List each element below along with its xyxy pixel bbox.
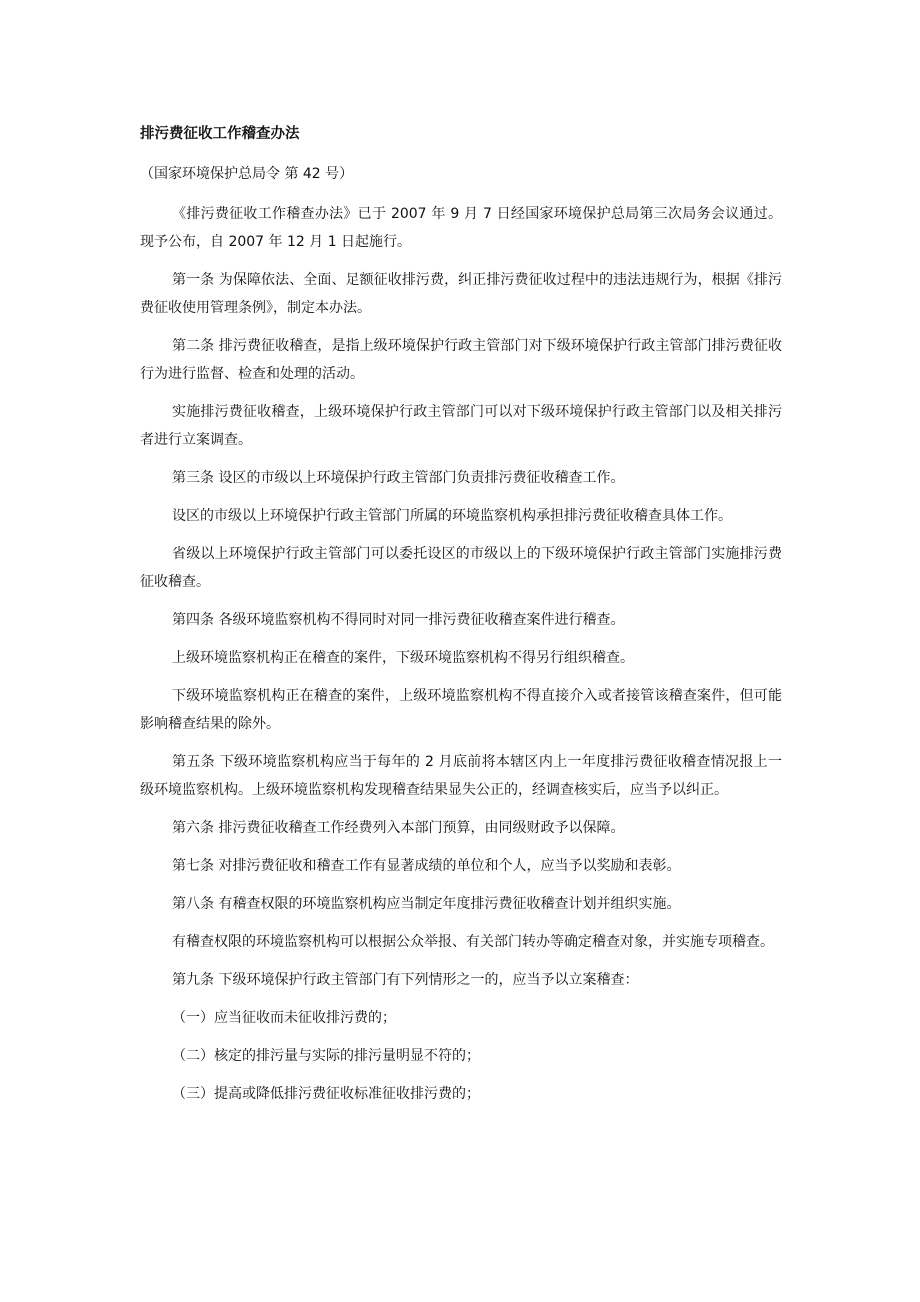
paragraph-article-7: 第七条 对排污费征收和稽查工作有显著成绩的单位和个人，应当予以奖励和表彰。 <box>172 858 681 874</box>
paragraph-article-1: 第一条 为保障依法、全面、足额征收排污费，纠正排污费征收过程中的违法违规行为，根据《排污费征收使用管理条例》，制定本办法。 <box>140 272 782 316</box>
paragraph-article-3-cont-1: 设区的市级以上环境保护行政主管部门所属的环境监察机构承担排污费征收稽查具体工作。 <box>172 508 732 524</box>
paragraph-article-2-cont: 实施排污费征收稽查，上级环境保护行政主管部门可以对下级环境保护行政主管部门以及相关排污者进行立案调查。 <box>140 404 782 448</box>
document-page <box>140 120 782 1118</box>
document-subtitle: （国家环境保护总局令 第 42 号） <box>140 166 354 182</box>
paragraph-preamble: 《排污费征收工作稽查办法》已于 2007 年 9 月 7 日经国家环境保护总局第三次局务会议通过。现予公布，自 2007 年 12 月 1 日起施行。 <box>140 206 782 250</box>
paragraph-article-3: 第三条 设区的市级以上环境保护行政主管部门负责排污费征收稽查工作。 <box>172 470 625 486</box>
paragraph-article-4-cont-2: 下级环境监察机构正在稽查的案件，上级环境监察机构不得直接介入或者接管该稽查案件，但可能影响稽查结果的除外。 <box>140 688 782 732</box>
paragraph-article-8-cont: 有稽查权限的环境监察机构可以根据公众举报、有关部门转办等确定稽查对象，并实施专项稽查。 <box>172 934 774 950</box>
paragraph-article-8: 第八条 有稽查权限的环境监察机构应当制定年度排污费征收稽查计划并组织实施。 <box>172 896 681 912</box>
paragraph-article-2: 第二条 排污费征收稽查，是指上级环境保护行政主管部门对下级环境保护行政主管部门排污费征收行为进行监督、检查和处理的活动。 <box>140 338 782 382</box>
document-title: 排污费征收工作稽查办法 <box>140 126 300 142</box>
paragraph-article-5: 第五条 下级环境监察机构应当于每年的 2 月底前将本辖区内上一年度排污费征收稽查情况报上一级环境监察机构。上级环境监察机构发现稽查结果显失公正的，经调查核实后，应当予以纠正。 <box>140 754 782 798</box>
paragraph-article-6: 第六条 排污费征收稽查工作经费列入本部门预算，由同级财政予以保障。 <box>172 820 625 836</box>
paragraph-article-4: 第四条 各级环境监察机构不得同时对同一排污费征收稽查案件进行稽查。 <box>172 612 625 628</box>
paragraph-article-9: 第九条 下级环境保护行政主管部门有下列情形之一的，应当予以立案稽查： <box>172 972 639 988</box>
list-item-3: （三）提高或降低排污费征收标准征收排污费的； <box>172 1086 480 1102</box>
paragraph-article-4-cont-1: 上级环境监察机构正在稽查的案件，下级环境监察机构不得另行组织稽查。 <box>172 650 634 666</box>
list-item-1: （一）应当征收而未征收排污费的； <box>172 1010 396 1026</box>
paragraph-article-3-cont-2: 省级以上环境保护行政主管部门可以委托设区的市级以上的下级环境保护行政主管部门实施排污费征收稽查。 <box>140 546 782 590</box>
list-item-2: （二）核定的排污量与实际的排污量明显不符的； <box>172 1048 480 1064</box>
